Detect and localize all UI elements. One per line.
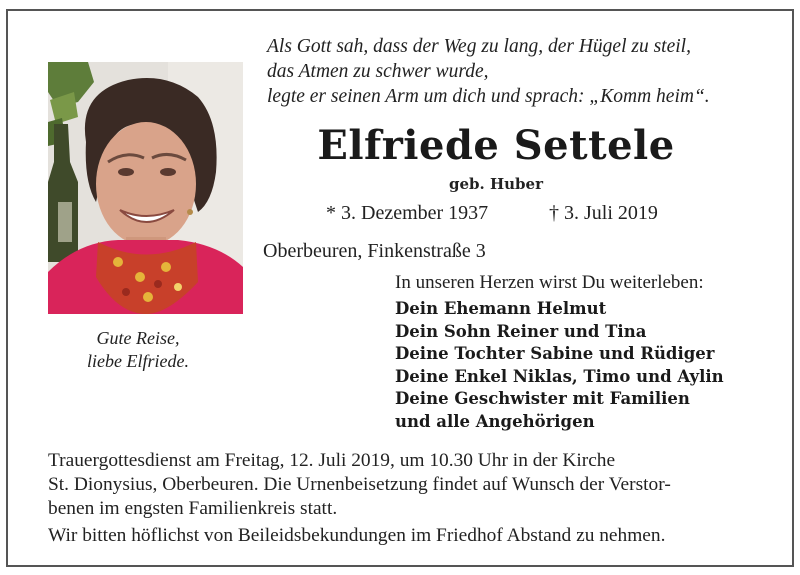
caption-line: liebe Elfriede.: [87, 351, 189, 371]
quote-line: das Atmen zu schwer wurde,: [267, 61, 489, 82]
mourner-entry: Deine Geschwister mit Familien: [395, 389, 690, 409]
birth-date: * 3. Dezember 1937: [326, 202, 489, 224]
mourner-entry: Deine Tochter Sabine und Rüdiger: [395, 344, 715, 364]
opening-quote: [267, 34, 767, 109]
mourner-entry: und alle Angehörigen: [395, 411, 595, 431]
mourner-entry: Deine Enkel Niklas, Timo und Aylin: [395, 366, 724, 386]
mourners-intro: In unseren Herzen wirst Du weiterleben:: [395, 272, 704, 293]
funeral-service-notice: [48, 449, 768, 521]
portrait-photo: [48, 62, 243, 314]
address: Oberbeuren, Finkenstraße 3: [263, 240, 486, 262]
condolence-request: Wir bitten höflichst von Beileidsbekundungen im Friedhof Abstand zu nehmen.: [48, 525, 666, 546]
service-line: St. Dionysius, Oberbeuren. Die Urnenbeisetzung findet auf Wunsch der Verstor-: [48, 474, 671, 495]
service-line: Trauergottesdienst am Freitag, 12. Juli 2019, um 10.30 Uhr in der Kirche: [48, 450, 616, 471]
quote-line: Als Gott sah, dass der Weg zu lang, der Hügel zu steil,: [267, 36, 691, 57]
quote-line: legte er seinen Arm um dich und sprach: „Komm heim“.: [267, 86, 710, 107]
service-line: benen im engsten Familienkreis statt.: [48, 498, 338, 519]
mourner-entry: Dein Ehemann Helmut: [395, 299, 607, 318]
mourner-entry: Dein Sohn Reiner und Tina: [395, 321, 647, 341]
caption-line: Gute Reise,: [96, 328, 180, 348]
mourners-list: [395, 298, 724, 434]
photo-caption: [48, 327, 228, 373]
maiden-name: geb. Huber: [449, 175, 543, 193]
deceased-name: Elfriede Settele: [317, 122, 675, 169]
portrait-illustration: [48, 62, 243, 314]
death-date: † 3. Juli 2019: [549, 202, 658, 224]
